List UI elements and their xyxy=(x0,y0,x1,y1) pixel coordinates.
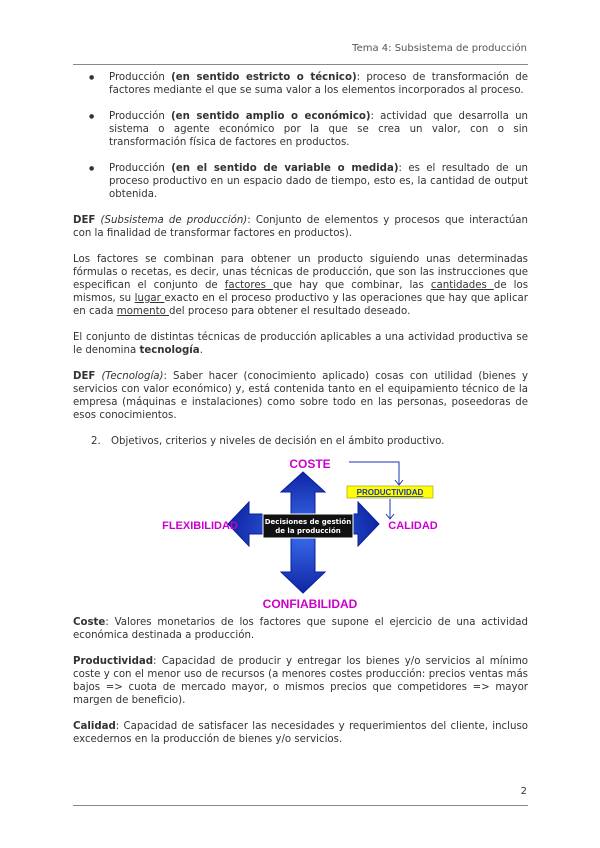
text-run: que hay que combinar, las xyxy=(273,280,431,291)
bullet-term: Producción xyxy=(109,72,165,83)
underlined-cantidades: cantidades xyxy=(430,280,494,291)
term-coste: Coste xyxy=(73,617,106,628)
bullet-item xyxy=(73,110,528,149)
bullet-item xyxy=(73,71,528,97)
text-run: exacto en el proceso productivo y las operaciones que hay que aplicar en cada xyxy=(73,293,528,317)
def-label: DEF xyxy=(73,215,96,226)
page-header-title: Tema 4: Subsistema de producción xyxy=(352,43,527,54)
page-number: 2 xyxy=(520,786,527,797)
definition-tecnologia xyxy=(73,370,528,422)
text-run: del proceso para obtener el resultado deseado. xyxy=(169,306,411,317)
bullet-text: : proceso de transformación de factores mediante el que se suma valor a los elementos incorporados al proceso. xyxy=(109,72,528,96)
bullet-qualifier: (en sentido estricto o técnico) xyxy=(171,72,357,83)
term-tecnologia: tecnología xyxy=(139,345,200,356)
section-heading xyxy=(73,435,528,448)
text-run: de los mismos, su xyxy=(73,280,529,304)
section-title: Objetivos, criterios y niveles de decisión en el ámbito productivo. xyxy=(111,436,445,447)
text-run: . xyxy=(199,345,203,356)
footer-rule xyxy=(73,805,528,806)
paragraph-technology xyxy=(73,331,528,357)
label-flexibilidad: FLEXIBILIDAD xyxy=(162,520,238,532)
def-topic: (Tecnología) xyxy=(101,371,164,382)
label-productividad: PRODUCTIVIDAD xyxy=(356,488,424,497)
bullet-qualifier: (en el sentido de variable o medida) xyxy=(171,163,399,174)
def-text: : Valores monetarios de los factores que supone el ejercicio de una actividad económica destinada a producción. xyxy=(73,617,528,641)
definition-calidad xyxy=(73,720,528,746)
definition-subsistema xyxy=(73,214,528,240)
bullet-text: : actividad que desarrolla un sistema o agente económico por la que se crea un valor, con o sin transformación física de factores en productos. xyxy=(109,111,528,148)
underlined-momento: momento xyxy=(116,306,170,317)
bullet-term: Producción xyxy=(109,111,165,122)
center-label-line1: Decisiones de gestión xyxy=(264,518,352,526)
label-coste: COSTE xyxy=(289,457,331,471)
def-text: : Capacidad de satisfacer las necesidades y requerimientos del cliente, incluso excedernos en la producción de bienes y/o servicios. xyxy=(73,721,528,745)
paragraph-factors xyxy=(73,253,528,318)
header-rule xyxy=(73,64,528,65)
definition-coste xyxy=(73,616,528,642)
bullet-term: Producción xyxy=(109,163,165,174)
text-run: Los factores se combinan para obtener un producto siguiendo unas determinadas fórmulas o recetas, es decir, unas técnicas de producción, que son las instrucciones que especifican el conjunto de xyxy=(73,254,528,291)
center-label-line2: de la producción xyxy=(275,527,341,535)
connector-coste-productividad xyxy=(349,462,399,484)
bullet-item xyxy=(73,162,528,201)
def-text: : Saber hacer (conocimiento aplicado) cosas con utilidad (bienes y servicios con valor económico) y, está contenida tanto en el equipamiento técnico de la empresa (máquinas e instalaciones) como sobre todo en las personas, poseedoras de esos conocimientos. xyxy=(73,371,528,421)
def-topic: (Subsistema de producción) xyxy=(100,215,248,226)
objectives-diagram xyxy=(73,454,528,612)
objectives-diagram-svg xyxy=(73,454,528,612)
def-label: DEF xyxy=(73,371,96,382)
page-content xyxy=(73,71,528,759)
def-text: : Capacidad de producir y entregar los bienes y/o servicios al mínimo coste y con el menor uso de recursos (a menores costes producción: precios ventas más bajos => cuota de mercado mayor, o mismos precios que competidores => mayor margen de beneficio). xyxy=(73,656,528,706)
definition-productividad xyxy=(73,655,528,707)
underlined-lugar: lugar xyxy=(134,293,165,304)
term-productividad: Productividad xyxy=(73,656,154,667)
text-run: El conjunto de distintas técnicas de producción aplicables a una actividad productiva se le denomina xyxy=(73,332,528,356)
label-calidad: CALIDAD xyxy=(388,520,438,532)
def-text: : Conjunto de elementos y procesos que interactúan con la finalidad de transformar factores en productos). xyxy=(73,215,528,239)
label-confiabilidad: CONFIABILIDAD xyxy=(262,597,358,611)
bullet-qualifier: (en sentido amplio o económico) xyxy=(171,111,371,122)
bullet-text: : es el resultado de un proceso productivo en un espacio dado de tiempo, esto es, la cantidad de output obtenida. xyxy=(109,163,528,200)
underlined-factores: factores xyxy=(224,280,273,291)
section-number: 2. xyxy=(91,436,101,447)
term-calidad: Calidad xyxy=(73,721,116,732)
